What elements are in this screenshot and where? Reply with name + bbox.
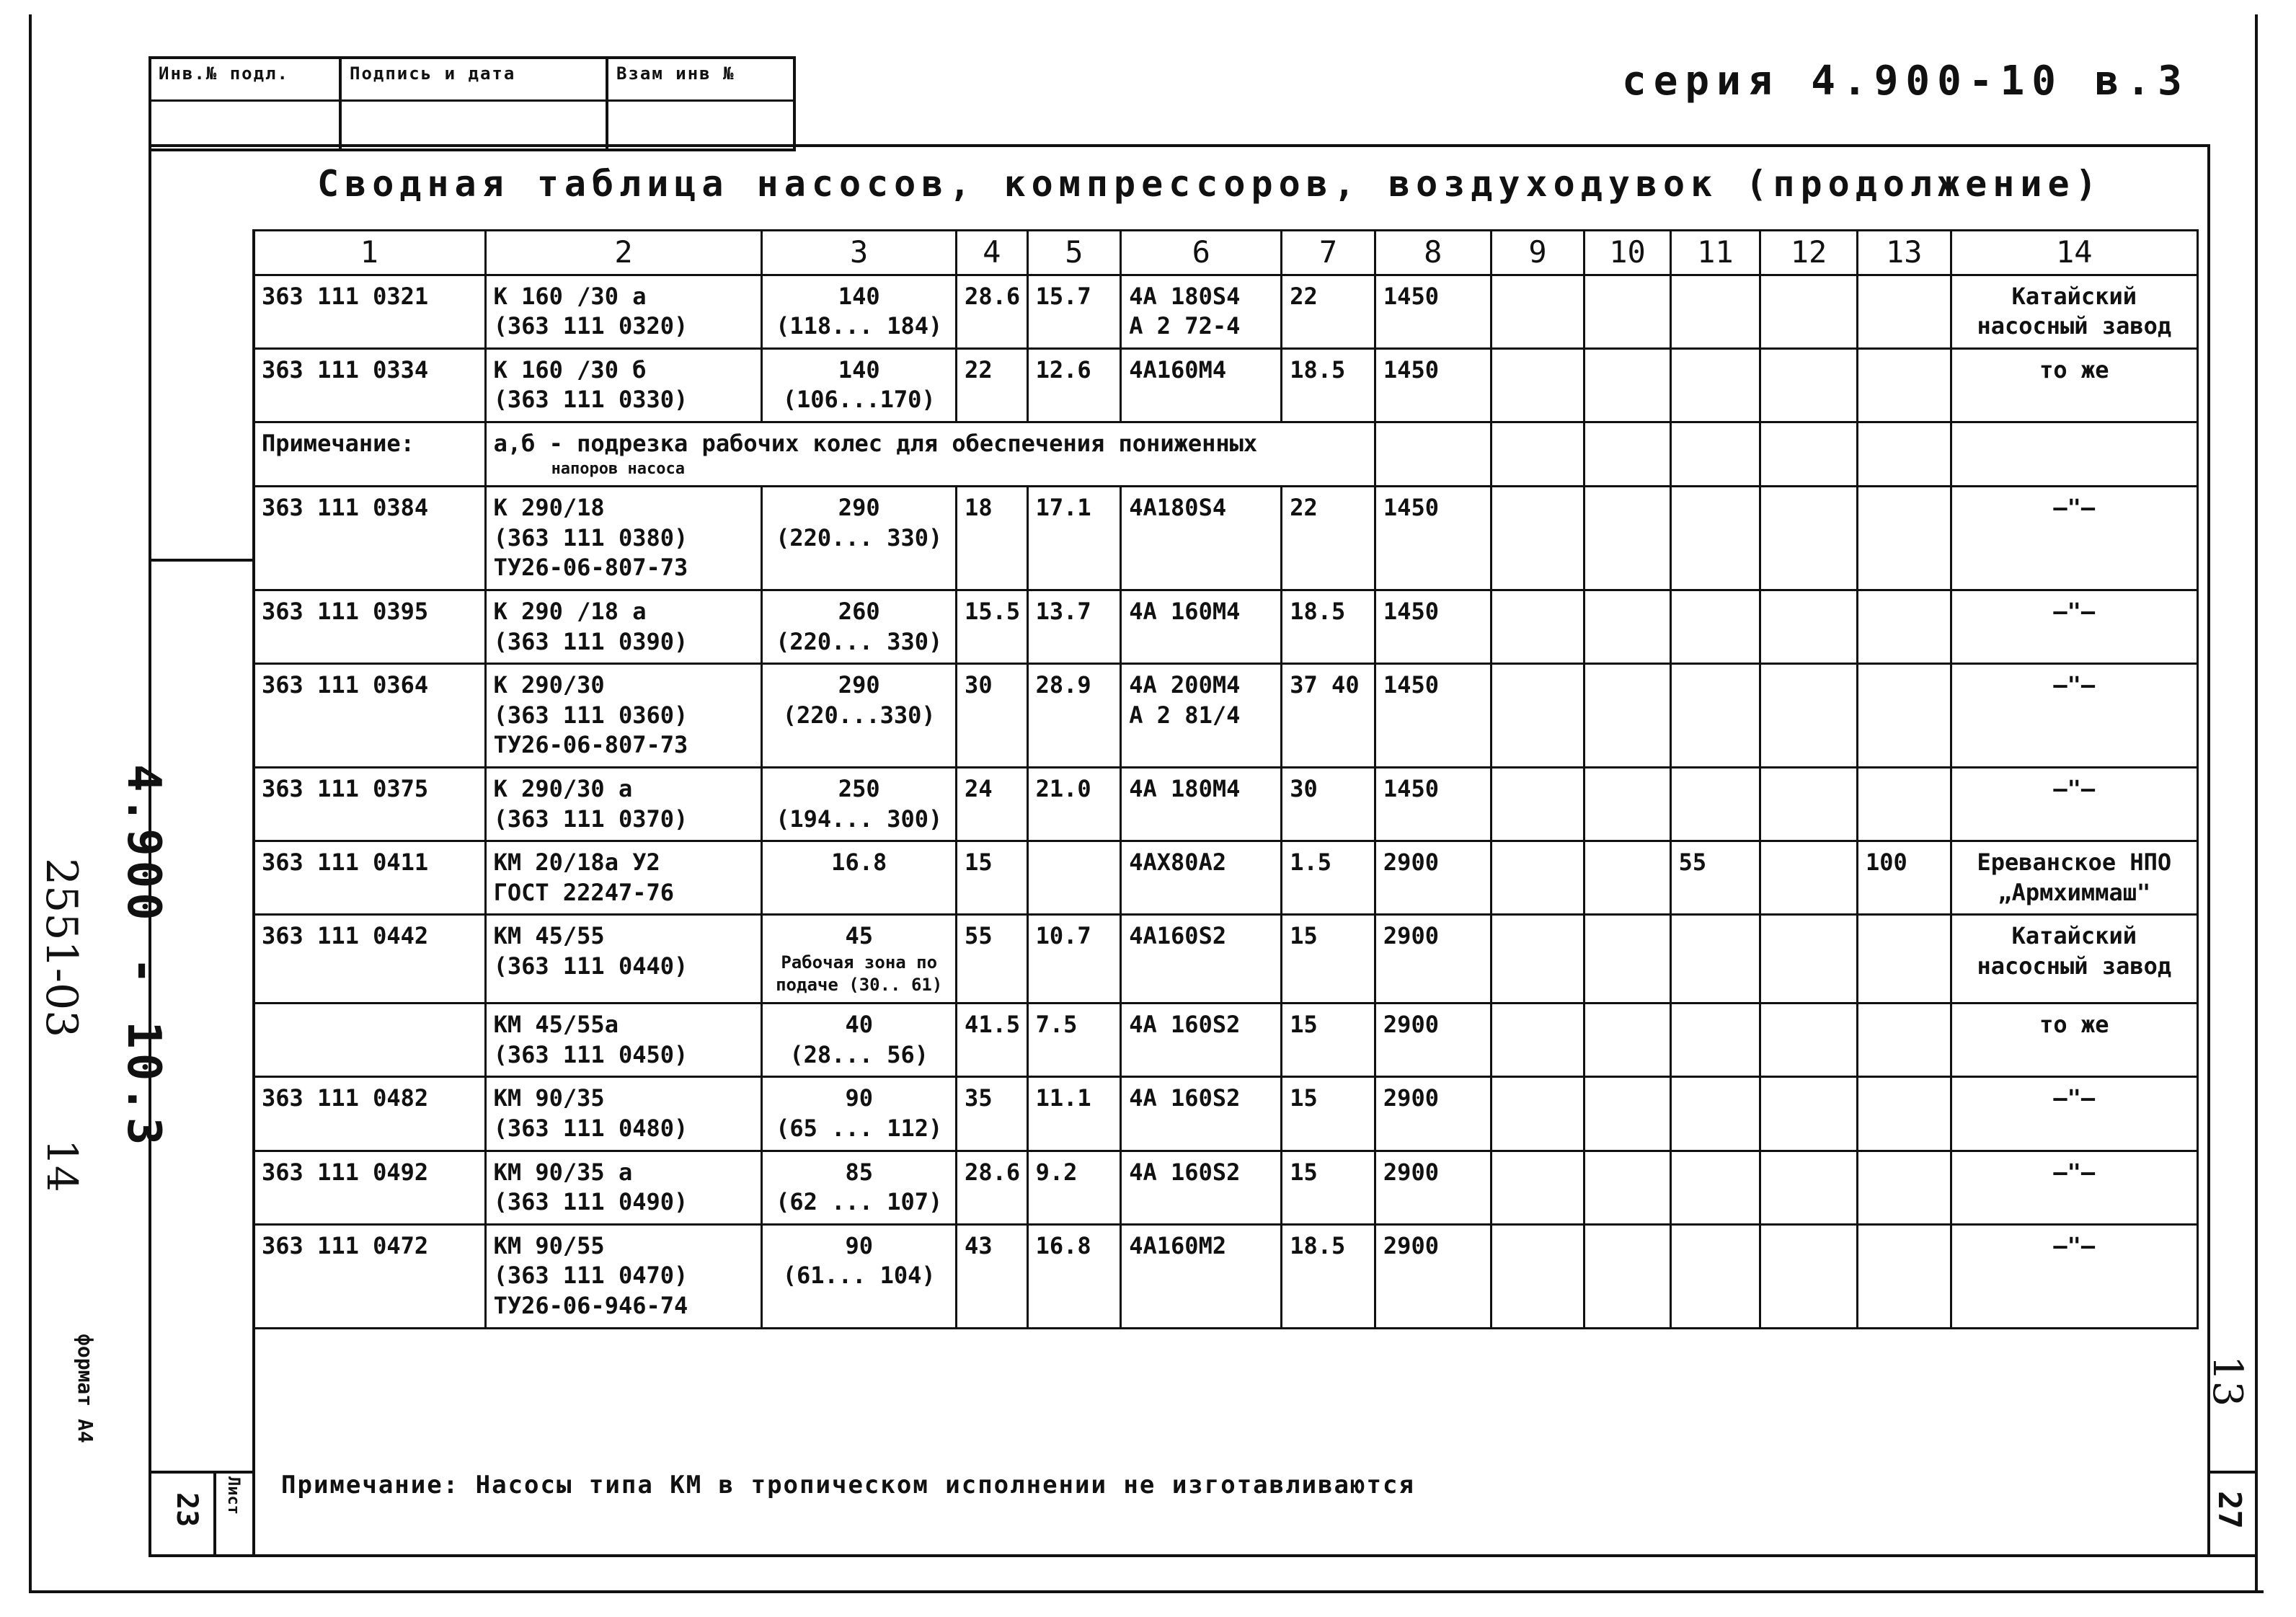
cell-line: КМ 90/35 а — [493, 1158, 633, 1186]
cell-col-1: 363 111 0375 — [254, 767, 486, 841]
pump-table — [252, 229, 2199, 1329]
cell-col-13 — [1857, 487, 1951, 590]
cell-col-8: 1450 — [1375, 590, 1491, 663]
cell-line: 250 — [838, 774, 880, 802]
cell-col-6 — [1121, 487, 1282, 590]
cell-col-12 — [1760, 487, 1858, 590]
col-header: 6 — [1121, 231, 1282, 275]
col-header: 12 — [1760, 231, 1858, 275]
cell-col-1 — [254, 1004, 486, 1077]
cell-col-14: —"— — [1951, 1151, 2197, 1224]
cell-col-1: 363 111 0384 — [254, 487, 486, 590]
cell-line: (363 111 0480) — [493, 1115, 688, 1143]
col-header: 3 — [762, 231, 957, 275]
cell-line: (106...170) — [782, 386, 936, 414]
table-row — [254, 664, 2198, 768]
sheet-bottom-border — [149, 1554, 2210, 1557]
cell-col-6 — [1121, 1151, 1282, 1224]
cell-line: (220... 330) — [776, 523, 943, 551]
table-row — [254, 1004, 2198, 1077]
cell-col-9 — [1491, 590, 1584, 663]
cell-col-5: 12.6 — [1027, 348, 1121, 422]
cell-col-10 — [1584, 590, 1670, 663]
cell-line: 260 — [838, 597, 880, 625]
cell-line: 140 — [838, 355, 880, 384]
cell-line: (194... 300) — [776, 805, 943, 833]
note-row — [254, 422, 2198, 486]
cell-col-7: 22 — [1282, 487, 1375, 590]
sheet-top-border — [149, 144, 2210, 147]
cell-col-13 — [1857, 915, 1951, 1004]
table-row — [254, 767, 2198, 841]
cell-line: КМ 45/55 — [493, 922, 605, 950]
cell-col-2 — [485, 487, 762, 590]
cell-line: (363 111 0450) — [493, 1040, 688, 1068]
cell-col-4: 28.6 — [957, 275, 1028, 348]
cell-line: 16.8 — [831, 849, 887, 877]
handwritten-page-vertical: 14 — [37, 1139, 87, 1192]
cell-line: ТУ26-06-807-73 — [493, 731, 688, 759]
cell-col-14: —"— — [1951, 1224, 2197, 1328]
cell-line: 4А160М2 — [1129, 1231, 1227, 1259]
cell-col-1: 363 111 0364 — [254, 664, 486, 768]
cell-col-9 — [1491, 1004, 1584, 1077]
cell-col-5: 21.0 — [1027, 767, 1121, 841]
cell-col-8: 1450 — [1375, 275, 1491, 348]
cell-col-3 — [762, 1004, 957, 1077]
left-strip-split — [149, 559, 254, 562]
cell-col-11 — [1670, 1004, 1760, 1077]
cell-empty — [1491, 422, 1584, 486]
right-handwritten-page: 13 — [2204, 1355, 2251, 1407]
cell-col-14: Катайский насосный завод — [1951, 275, 2197, 348]
cell-col-6 — [1121, 1077, 1282, 1151]
cell-col-14: —"— — [1951, 767, 2197, 841]
cell-empty — [1670, 422, 1760, 486]
cell-col-7: 22 — [1282, 275, 1375, 348]
cell-col-13 — [1857, 1224, 1951, 1328]
cell-col-3 — [762, 767, 957, 841]
cell-col-1: 363 111 0472 — [254, 1224, 486, 1328]
cell-col-2 — [485, 275, 762, 348]
cell-col-3 — [762, 275, 957, 348]
cell-line: 4А 180S4 — [1129, 282, 1241, 310]
table-header-row — [254, 231, 2198, 275]
page-number: 27 — [2211, 1491, 2248, 1529]
col-header: 7 — [1282, 231, 1375, 275]
cell-col-12 — [1760, 1151, 1858, 1224]
cell-col-3 — [762, 1151, 957, 1224]
page-right-border — [2255, 14, 2258, 1593]
cell-line: (363 111 0380) — [493, 523, 688, 551]
cell-col-4: 24 — [957, 767, 1028, 841]
col-header: 5 — [1027, 231, 1121, 275]
cell-col-14: Катайский насосный завод — [1951, 915, 2197, 1004]
cell-col-7: 15 — [1282, 1077, 1375, 1151]
table-row — [254, 487, 2198, 590]
cell-col-13: 100 — [1857, 841, 1951, 915]
cell-line: А 2 72-4 — [1129, 312, 1241, 340]
col-header: 14 — [1951, 231, 2197, 275]
note-text — [485, 422, 1375, 486]
col-header: 13 — [1857, 231, 1951, 275]
cell-col-7: 18.5 — [1282, 590, 1375, 663]
sheet-number: 23 — [170, 1492, 203, 1528]
sheet-label: Лист — [224, 1476, 242, 1515]
cell-line: 4А 160М4 — [1129, 597, 1241, 625]
cell-line: К 290 /18 а — [493, 597, 647, 625]
cell-col-9 — [1491, 767, 1584, 841]
cell-col-2 — [485, 664, 762, 768]
series-label: серия 4.900-10 в.3 — [1622, 58, 2189, 105]
table-row — [254, 915, 2198, 1004]
cell-line: (363 111 0320) — [493, 312, 688, 340]
cell-col-4: 41.5 — [957, 1004, 1028, 1077]
sheet-right-border — [2207, 144, 2210, 1557]
cell-col-4: 18 — [957, 487, 1028, 590]
stamp-inv-label: Инв.№ подл. — [159, 63, 289, 84]
cell-col-8: 2900 — [1375, 1077, 1491, 1151]
cell-col-8: 2900 — [1375, 1224, 1491, 1328]
cell-col-1: 363 111 0442 — [254, 915, 486, 1004]
cell-col-3 — [762, 664, 957, 768]
col-header: 4 — [957, 231, 1028, 275]
cell-line: 4А 180М4 — [1129, 774, 1241, 802]
cell-empty — [1375, 422, 1491, 486]
cell-col-4: 35 — [957, 1077, 1028, 1151]
cell-line: ТУ26-06-807-73 — [493, 554, 688, 582]
cell-col-12 — [1760, 348, 1858, 422]
cell-col-5: 13.7 — [1027, 590, 1121, 663]
cell-col-6 — [1121, 767, 1282, 841]
cell-col-14: —"— — [1951, 664, 2197, 768]
cell-line: (363 111 0370) — [493, 805, 688, 833]
cell-col-10 — [1584, 1004, 1670, 1077]
cell-col-10 — [1584, 1224, 1670, 1328]
col-header: 9 — [1491, 231, 1584, 275]
cell-col-13 — [1857, 1004, 1951, 1077]
cell-col-14: то же — [1951, 1004, 2197, 1077]
cell-col-3 — [762, 487, 957, 590]
col-header: 8 — [1375, 231, 1491, 275]
cell-col-8: 2900 — [1375, 1004, 1491, 1077]
cell-col-7: 18.5 — [1282, 348, 1375, 422]
cell-line: А 2 81/4 — [1129, 701, 1241, 729]
cell-col-13 — [1857, 275, 1951, 348]
cell-col-10 — [1584, 348, 1670, 422]
cell-empty — [1951, 422, 2197, 486]
cell-col-11 — [1670, 915, 1760, 1004]
doc-code-vertical: 4.900 - 10.3 — [117, 764, 170, 1150]
cell-line: 90 — [845, 1231, 873, 1259]
cell-line: 40 — [845, 1011, 873, 1039]
cell-col-10 — [1584, 841, 1670, 915]
cell-line: К 290/18 — [493, 494, 605, 522]
cell-col-8: 1450 — [1375, 348, 1491, 422]
cell-col-6 — [1121, 590, 1282, 663]
table-row — [254, 1151, 2198, 1224]
cell-line: (61... 104) — [782, 1262, 936, 1290]
cell-line: 4А 160S2 — [1129, 1158, 1241, 1186]
cell-col-1: 363 111 0321 — [254, 275, 486, 348]
cell-col-10 — [1584, 1077, 1670, 1151]
cell-line: (363 111 0360) — [493, 701, 688, 729]
cell-col-7: 18.5 — [1282, 1224, 1375, 1328]
cell-col-4: 15 — [957, 841, 1028, 915]
cell-col-6 — [1121, 841, 1282, 915]
page-bottom-border — [29, 1590, 2264, 1593]
cell-col-12 — [1760, 1004, 1858, 1077]
cell-col-11 — [1670, 767, 1760, 841]
footnote: Примечание: Насосы типа КМ в тропическом исполнении не изготавливаются — [281, 1471, 1415, 1499]
cell-line: 90 — [845, 1084, 873, 1112]
cell-line: 4А 160S2 — [1129, 1084, 1241, 1112]
cell-line: КМ 45/55а — [493, 1011, 619, 1039]
cell-col-11 — [1670, 487, 1760, 590]
cell-col-2 — [485, 767, 762, 841]
cell-col-1: 363 111 0482 — [254, 1077, 486, 1151]
cell-col-11 — [1670, 590, 1760, 663]
cell-col-12 — [1760, 590, 1858, 663]
cell-col-5: 10.7 — [1027, 915, 1121, 1004]
cell-col-7: 15 — [1282, 1004, 1375, 1077]
cell-col-3 — [762, 590, 957, 663]
cell-col-6 — [1121, 348, 1282, 422]
cell-col-10 — [1584, 275, 1670, 348]
table-row — [254, 841, 2198, 915]
cell-col-12 — [1760, 767, 1858, 841]
cell-col-14: Ереванское НПО „Армхиммаш" — [1951, 841, 2197, 915]
cell-col-14: то же — [1951, 348, 2197, 422]
cell-line: КМ 90/35 — [493, 1084, 605, 1112]
cell-col-9 — [1491, 664, 1584, 768]
cell-col-9 — [1491, 348, 1584, 422]
table-row — [254, 590, 2198, 663]
note-label: Примечание: — [254, 422, 486, 486]
cell-col-10 — [1584, 1151, 1670, 1224]
cell-col-2 — [485, 1151, 762, 1224]
cell-line: 85 — [845, 1158, 873, 1186]
cell-col-7: 1.5 — [1282, 841, 1375, 915]
cell-line: (363 111 0390) — [493, 627, 688, 655]
cell-col-2 — [485, 348, 762, 422]
cell-col-3 — [762, 1224, 957, 1328]
cell-col-3 — [762, 1077, 957, 1151]
cell-col-8: 2900 — [1375, 1151, 1491, 1224]
stamp-replace-label: Взам инв № — [616, 63, 735, 84]
cell-col-2 — [485, 1077, 762, 1151]
cell-col-13 — [1857, 767, 1951, 841]
cell-col-12 — [1760, 275, 1858, 348]
cell-col-1: 363 111 0334 — [254, 348, 486, 422]
table-body — [254, 275, 2198, 1328]
cell-line: 290 — [838, 494, 880, 522]
cell-col-3 — [762, 841, 957, 915]
cell-line: 4А160S2 — [1129, 922, 1227, 950]
cell-col-4: 55 — [957, 915, 1028, 1004]
cell-line: 4А160М4 — [1129, 355, 1227, 384]
cell-col-11: 55 — [1670, 841, 1760, 915]
cell-col-10 — [1584, 487, 1670, 590]
cell-line: (28... 56) — [789, 1040, 929, 1068]
cell-col-8: 2900 — [1375, 841, 1491, 915]
cell-col-6 — [1121, 1004, 1282, 1077]
cell-line: К 160 /30 б — [493, 355, 647, 384]
cell-empty — [1760, 422, 1858, 486]
cell-col-5: 11.1 — [1027, 1077, 1121, 1151]
cell-col-12 — [1760, 664, 1858, 768]
cell-line: Рабочая зона по подаче (30.. 61) — [776, 952, 943, 996]
cell-line: ГОСТ 22247-76 — [493, 878, 675, 906]
cell-col-13 — [1857, 1151, 1951, 1224]
cell-col-12 — [1760, 841, 1858, 915]
cell-col-5: 9.2 — [1027, 1151, 1121, 1224]
cell-col-1: 363 111 0492 — [254, 1151, 486, 1224]
cell-line: КМ 20/18а У2 — [493, 849, 660, 877]
cell-col-5: 17.1 — [1027, 487, 1121, 590]
cell-col-8: 1450 — [1375, 664, 1491, 768]
cell-col-11 — [1670, 1151, 1760, 1224]
cell-col-11 — [1670, 1224, 1760, 1328]
cell-line: 140 — [838, 282, 880, 310]
cell-col-7: 15 — [1282, 915, 1375, 1004]
cell-col-6 — [1121, 664, 1282, 768]
cell-col-13 — [1857, 590, 1951, 663]
cell-col-8: 2900 — [1375, 915, 1491, 1004]
note-text-main: а,б - подрезка рабочих колес для обеспечения пониженных — [493, 429, 1258, 457]
cell-line: (62 ... 107) — [776, 1188, 943, 1216]
cell-col-14: —"— — [1951, 487, 2197, 590]
col-header: 10 — [1584, 231, 1670, 275]
cell-col-8: 1450 — [1375, 767, 1491, 841]
cell-col-3 — [762, 915, 957, 1004]
cell-line: К 290/30 — [493, 671, 605, 699]
cell-col-7: 30 — [1282, 767, 1375, 841]
cell-col-2 — [485, 841, 762, 915]
cell-col-4: 22 — [957, 348, 1028, 422]
cell-col-2 — [485, 1224, 762, 1328]
cell-line: (65 ... 112) — [776, 1115, 943, 1143]
cell-line: К 160 /30 а — [493, 282, 647, 310]
cell-col-12 — [1760, 915, 1858, 1004]
cell-col-10 — [1584, 767, 1670, 841]
cell-line: (220... 330) — [776, 627, 943, 655]
sheet-number-divider — [213, 1471, 216, 1554]
col-header: 1 — [254, 231, 486, 275]
cell-col-14: —"— — [1951, 1077, 2197, 1151]
cell-col-14: —"— — [1951, 590, 2197, 663]
cell-col-6 — [1121, 915, 1282, 1004]
cell-line: (118... 184) — [776, 312, 943, 340]
cell-col-9 — [1491, 1077, 1584, 1151]
cell-col-5: 7.5 — [1027, 1004, 1121, 1077]
format-label-vertical: формат А4 — [74, 1334, 97, 1443]
cell-line: (363 111 0440) — [493, 952, 688, 980]
cell-line: (363 111 0470) — [493, 1262, 688, 1290]
cell-col-7: 15 — [1282, 1151, 1375, 1224]
cell-col-13 — [1857, 1077, 1951, 1151]
cell-col-9 — [1491, 841, 1584, 915]
table-row — [254, 348, 2198, 422]
cell-col-6 — [1121, 275, 1282, 348]
stamp-divider-1 — [339, 56, 342, 149]
cell-col-5 — [1027, 841, 1121, 915]
cell-line: (220...330) — [782, 701, 936, 729]
cell-line: 4А180S4 — [1129, 494, 1227, 522]
cell-col-10 — [1584, 915, 1670, 1004]
cell-line: К 290/30 а — [493, 774, 633, 802]
stamp-signature-label: Подпись и дата — [350, 63, 516, 84]
cell-line: (363 111 0330) — [493, 386, 688, 414]
cell-col-10 — [1584, 664, 1670, 768]
col-header: 2 — [485, 231, 762, 275]
cell-col-1: 363 111 0411 — [254, 841, 486, 915]
cell-col-5: 28.9 — [1027, 664, 1121, 768]
cell-col-2 — [485, 1004, 762, 1077]
table-row — [254, 1077, 2198, 1151]
cell-col-2 — [485, 915, 762, 1004]
cell-col-8: 1450 — [1375, 487, 1491, 590]
cell-col-2 — [485, 590, 762, 663]
stamp-divider-2 — [606, 56, 608, 149]
cell-col-11 — [1670, 664, 1760, 768]
cell-empty — [1584, 422, 1670, 486]
cell-line: 290 — [838, 671, 880, 699]
stamp-divider-h — [149, 99, 793, 102]
cell-line: (363 111 0490) — [493, 1188, 688, 1216]
cell-col-9 — [1491, 915, 1584, 1004]
cell-col-11 — [1670, 348, 1760, 422]
cell-col-5: 16.8 — [1027, 1224, 1121, 1328]
cell-line: 4АХ80А2 — [1129, 849, 1227, 877]
cell-col-4: 43 — [957, 1224, 1028, 1328]
cell-col-1: 363 111 0395 — [254, 590, 486, 663]
cell-line: 45 — [845, 922, 873, 950]
note-text-sub: напоров насоса — [551, 459, 685, 478]
table-row — [254, 275, 2198, 348]
cell-col-12 — [1760, 1077, 1858, 1151]
cell-line: ТУ26-06-946-74 — [493, 1292, 688, 1319]
cell-col-4: 28.6 — [957, 1151, 1028, 1224]
cell-col-6 — [1121, 1224, 1282, 1328]
cell-empty — [1857, 422, 1951, 486]
cell-col-4: 30 — [957, 664, 1028, 768]
page-left-border — [29, 14, 32, 1593]
table-row — [254, 1224, 2198, 1328]
cell-col-3 — [762, 348, 957, 422]
cell-col-13 — [1857, 348, 1951, 422]
cell-col-11 — [1670, 275, 1760, 348]
cell-col-7: 37 40 — [1282, 664, 1375, 768]
cell-col-12 — [1760, 1224, 1858, 1328]
cell-line: 4А 200М4 — [1129, 671, 1241, 699]
cell-col-11 — [1670, 1077, 1760, 1151]
cell-col-9 — [1491, 487, 1584, 590]
cell-line: 4А 160S2 — [1129, 1011, 1241, 1039]
cell-line: КМ 90/55 — [493, 1231, 605, 1259]
cell-col-13 — [1857, 664, 1951, 768]
cell-col-4: 15.5 — [957, 590, 1028, 663]
sheet-title: Сводная таблица насосов, компрессоров, воздуходувок (продолжение) — [317, 163, 2103, 205]
cell-col-9 — [1491, 1151, 1584, 1224]
col-header: 11 — [1670, 231, 1760, 275]
handwritten-number-vertical: 2551-03 — [36, 858, 87, 1038]
cell-col-5: 15.7 — [1027, 275, 1121, 348]
cell-col-9 — [1491, 275, 1584, 348]
cell-col-9 — [1491, 1224, 1584, 1328]
